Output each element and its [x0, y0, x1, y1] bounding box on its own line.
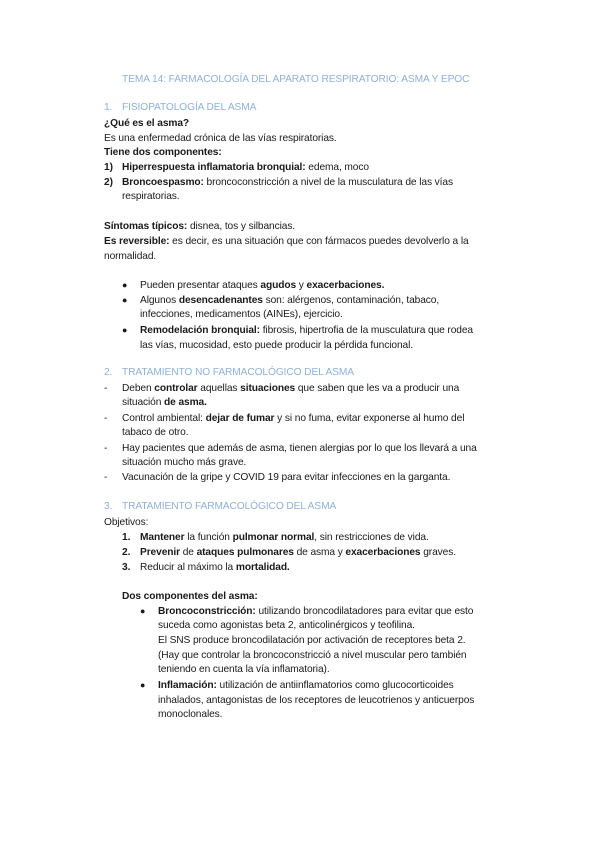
bullet-icon: ●	[122, 280, 128, 290]
question-heading: ¿Qué es el asma?	[104, 118, 190, 129]
component-1: Hiperrespuesta inflamatoria bronquial: edema, moco	[122, 162, 369, 173]
bullet-icon: ●	[140, 680, 146, 690]
component-bronchoconstriction-line-2: suceda como agonistas beta 2, anticolinérgicos y teofilina.	[158, 620, 415, 631]
objective-2-number: 2.	[122, 547, 131, 558]
symptoms-text: Síntomas típicos: disnea, tos y silbancias.	[104, 221, 296, 232]
reversible-text-continued: normalidad.	[104, 251, 157, 262]
asthma-components-title: Dos componentes del asma:	[122, 591, 258, 602]
reversible-text: Es reversible: es decir, es una situación que con fármacos puedes devolverlo a la	[104, 236, 469, 247]
objective-1: Mantener la función pulmonar normal, sin restricciones de vida.	[140, 532, 429, 543]
section-2-heading: TRATAMIENTO NO FARMACOLÓGICO DEL ASMA	[122, 367, 354, 378]
component-1-number: 1)	[104, 162, 113, 173]
list-item-environment-continued: tabaco de otro.	[122, 427, 189, 438]
bullet-icon: ●	[122, 295, 128, 305]
bullet-icon: ●	[122, 325, 128, 335]
list-item-control-continued: situación de asma.	[122, 397, 207, 408]
component-inflammation-line-3: monoclonales.	[158, 709, 223, 720]
component-bronchoconstriction: Broncoconstricción: utilizando broncodilatadores para evitar que esto	[158, 606, 474, 617]
component-2: Broncoespasmo: broncoconstricción a nivel de la musculatura de las vías	[122, 177, 453, 188]
dash-icon: -	[104, 472, 108, 483]
list-item-environment: Control ambiental: dejar de fumar y si no fuma, evitar exponerse al humo del	[122, 413, 465, 424]
components-title: Tiene dos componentes:	[104, 147, 222, 158]
component-bronchoconstriction-line-3: El SNS produce broncodilatación por activación de receptores beta 2.	[158, 635, 466, 646]
section-1-heading: FISIOPATOLOGÍA DEL ASMA	[122, 102, 257, 113]
dash-icon: -	[104, 413, 108, 424]
definition-text: Es una enfermedad crónica de las vías respiratorias.	[104, 133, 337, 144]
component-bronchoconstriction-line-5: teniendo en cuenta la vía inflamatoria).	[158, 664, 330, 675]
section-1-number: 1.	[104, 102, 113, 113]
objectives-title: Objetivos:	[104, 517, 149, 528]
list-item-triggers: Algunos desencadenantes son: alérgenos, contaminación, tabaco,	[140, 295, 440, 306]
list-item-triggers-continued: infecciones, medicamentos (AINEs), ejercicio.	[140, 309, 343, 320]
list-item-control: Deben controlar aquellas situaciones que saben que les va a producir una	[122, 383, 460, 394]
objective-3-number: 3.	[122, 562, 131, 573]
component-inflammation: Inflamación: utilización de antiinflamatorios como glucocorticoides	[158, 680, 454, 691]
objective-1-number: 1.	[122, 532, 131, 543]
list-item-vaccination: Vacunación de la gripe y COVID 19 para evitar infecciones en la garganta.	[122, 472, 451, 483]
list-item-remodeling-continued: las vías, mucosidad, esto puede producir la pérdida funcional.	[140, 340, 413, 351]
component-2-continued: respiratorias.	[122, 191, 180, 202]
bullet-icon: ●	[140, 606, 146, 616]
section-3-number: 3.	[104, 501, 113, 512]
list-item-remodeling: Remodelación bronquial: fibrosis, hipertrofia de la musculatura que rodea	[140, 325, 473, 336]
dash-icon: -	[104, 383, 108, 394]
document-title: TEMA 14: FARMACOLOGÍA DEL APARATO RESPIRATORIO: ASMA Y EPOC	[122, 74, 470, 85]
objective-3: Reducir al máximo la mortalidad.	[140, 562, 290, 573]
dash-icon: -	[104, 443, 108, 454]
component-inflammation-line-2: inhalados, antagonistas de los receptores de leucotrienos y anticuerpos	[158, 695, 475, 706]
component-bronchoconstriction-line-4: (Hay que controlar la broncoconstricció a nivel muscular pero también	[158, 650, 467, 661]
section-2-number: 2.	[104, 367, 113, 378]
component-2-number: 2)	[104, 177, 113, 188]
list-item-allergies: Hay pacientes que además de asma, tienen alergias por lo que los llevará a una	[122, 443, 477, 454]
list-item-attacks: Pueden presentar ataques agudos y exacerbaciones.	[140, 280, 385, 291]
section-3-heading: TRATAMIENTO FARMACOLÓGICO DEL ASMA	[122, 501, 337, 512]
list-item-allergies-continued: situación mucho más grave.	[122, 457, 247, 468]
objective-2: Prevenir de ataques pulmonares de asma y exacerbaciones graves.	[140, 547, 456, 558]
